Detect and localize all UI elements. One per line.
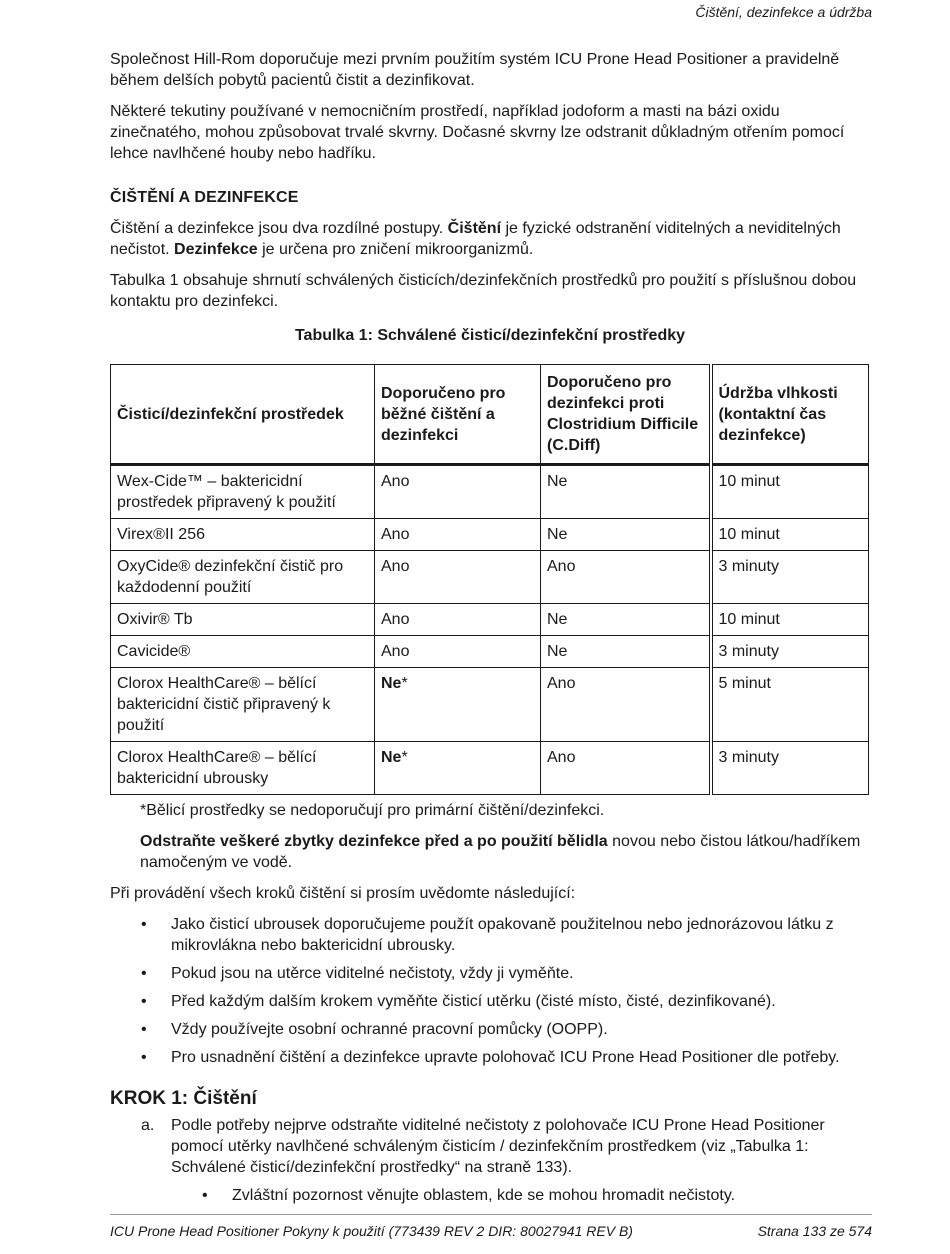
- steps-intro: Při provádění všech kroků čištění si prosím uvědomte následující:: [110, 885, 576, 902]
- disinfectant-table: [110, 364, 869, 795]
- list-item: [110, 914, 870, 956]
- bullet-glyph: •: [141, 1021, 147, 1038]
- cell-contact-time: 3 minuty: [711, 551, 869, 604]
- table-row: [111, 551, 869, 604]
- definition-text-3: je určena pro zničení mikroorganizmů.: [257, 241, 534, 258]
- step-1-heading: KROK 1: Čištění: [110, 1088, 257, 1109]
- footer-document-id: ICU Prone Head Positioner Pokyny k použití (773439 REV 2 DIR: 80027941 REV B): [110, 1223, 633, 1239]
- cell-product: Wex-Cide™ – baktericidní prostředek připravený k použití: [111, 465, 375, 519]
- bullet-glyph: •: [141, 993, 147, 1010]
- cell-routine: [375, 668, 541, 742]
- footnote-mark: *: [401, 675, 408, 692]
- intro-paragraph-2: Některé tekutiny používané v nemocničním prostředí, například jodoform a masti na bázi oxidu zinečnatého, mohou způsobovat trvalé skvrny. Dočasné skvrny lze odstranit důkladným otřením pomocí lehce navlhčené houby nebo hadříku.: [110, 103, 845, 162]
- routine-value: Ne: [381, 675, 402, 692]
- footer-page-number: Strana 133 ze 574: [757, 1223, 872, 1239]
- bullet-glyph: •: [141, 1049, 147, 1066]
- cell-cdiff: Ano: [541, 742, 711, 795]
- table-row: [111, 668, 869, 742]
- intro-paragraph-1: Společnost Hill-Rom doporučuje mezi prvním použitím systém ICU Prone Head Positioner a pravidelně během delších pobytů pacientů čistit a dezinfikovat.: [110, 51, 840, 89]
- cell-contact-time: 10 minut: [711, 519, 869, 551]
- term-cleaning: Čištění: [447, 220, 502, 237]
- cell-cdiff: Ne: [541, 465, 711, 519]
- table-header-row: [111, 365, 869, 465]
- section-heading: ČIŠTĚNÍ A DEZINFEKCE: [110, 189, 299, 206]
- table-intro-paragraph: Tabulka 1 obsahuje shrnutí schválených čisticích/dezinfekčních prostředků pro použití s příslušnou dobou kontaktu pro dezinfekci.: [110, 272, 857, 310]
- header-contact-time: Údržba vlhkosti (kontaktní čas dezinfekce): [711, 365, 869, 465]
- routine-value: Ne: [381, 749, 402, 766]
- definition-text-1: Čištění a dezinfekce jsou dva rozdílné postupy.: [110, 220, 448, 237]
- bleach-warning-rest: novou nebo čistou látkou/hadříkem namočeným ve vodě.: [140, 833, 861, 871]
- cell-product: Clorox HealthCare® – bělící baktericidní čistič připravený k použití: [111, 668, 375, 742]
- list-item: [110, 991, 870, 1012]
- cell-routine: Ano: [375, 519, 541, 551]
- cell-cdiff: Ano: [541, 668, 711, 742]
- item-letter: a.: [141, 1117, 155, 1134]
- cell-product: Virex®II 256: [111, 519, 375, 551]
- table-footnote: *Bělicí prostředky se nedoporučují pro primární čištění/dezinfekci.: [140, 802, 605, 819]
- header-routine: Doporučeno pro běžné čištění a dezinfekci: [375, 365, 541, 465]
- definition-paragraph: [110, 218, 870, 260]
- bleach-warning-bold: Odstraňte veškeré zbytky dezinfekce před a po použití bělidla: [140, 833, 608, 850]
- list-item: [110, 1019, 870, 1040]
- cell-routine: Ano: [375, 604, 541, 636]
- footnote-mark: *: [401, 749, 408, 766]
- running-header: Čištění, dezinfekce a údržba: [695, 4, 872, 20]
- bullet-list: [110, 914, 870, 1068]
- cell-routine: Ano: [375, 636, 541, 668]
- bullet-glyph: •: [141, 916, 147, 933]
- cell-cdiff: Ne: [541, 519, 711, 551]
- sub-item-text: Zvláštní pozornost věnujte oblastem, kde se mohou hromadit nečistoty.: [232, 1187, 736, 1204]
- cell-cdiff: Ano: [541, 551, 711, 604]
- footer-rule: [110, 1214, 872, 1215]
- table-row: [111, 465, 869, 519]
- cell-contact-time: 10 minut: [711, 604, 869, 636]
- definition-text-2: je fyzické odstranění viditelných a neviditelných nečistot.: [110, 220, 841, 258]
- table-row: [111, 519, 869, 551]
- cell-routine: Ano: [375, 551, 541, 604]
- cell-contact-time: 3 minuty: [711, 636, 869, 668]
- list-item: [110, 963, 870, 984]
- cell-contact-time: 3 minuty: [711, 742, 869, 795]
- step-1-sub-item: [110, 1185, 870, 1206]
- cell-contact-time: 10 minut: [711, 465, 869, 519]
- header-product: Čisticí/dezinfekční prostředek: [111, 365, 375, 465]
- step-1-item-a: [110, 1115, 870, 1178]
- page-content: [110, 49, 870, 1206]
- table-row: [111, 636, 869, 668]
- cell-product: OxyCide® dezinfekční čistič pro každodenní použití: [111, 551, 375, 604]
- cell-product: Cavicide®: [111, 636, 375, 668]
- table-row: [111, 742, 869, 795]
- term-disinfection: Dezinfekce: [174, 241, 258, 258]
- cell-routine: Ano: [375, 465, 541, 519]
- bullet-text: Vždy používejte osobní ochranné pracovní pomůcky (OOPP).: [171, 1021, 608, 1038]
- table-row: [111, 604, 869, 636]
- cell-routine: [375, 742, 541, 795]
- cell-contact-time: 5 minut: [711, 668, 869, 742]
- bullet-glyph: •: [202, 1187, 208, 1204]
- cell-product: Clorox HealthCare® – bělící baktericidní ubrousky: [111, 742, 375, 795]
- table-caption: Tabulka 1: Schválené čisticí/dezinfekční prostředky: [294, 327, 686, 344]
- list-item: [110, 1047, 870, 1068]
- cell-cdiff: Ne: [541, 636, 711, 668]
- item-text: Podle potřeby nejprve odstraňte viditelné nečistoty z polohovače ICU Prone Head Positioner pomocí utěrky navlhčené schváleným čisticím / dezinfekčním prostředkem (viz „Tabulka 1: Schválené čisticí/dezinfekční prostředky“ na straně 133).: [171, 1117, 825, 1176]
- bullet-text: Pokud jsou na utěrce viditelné nečistoty, vždy ji vyměňte.: [171, 965, 574, 982]
- bleach-warning: [140, 831, 870, 873]
- bullet-text: Před každým dalším krokem vyměňte čisticí utěrku (čisté místo, čisté, dezinfikované).: [171, 993, 776, 1010]
- cell-product: Oxivir® Tb: [111, 604, 375, 636]
- bullet-text: Jako čisticí ubrousek doporučujeme použít opakovaně použitelnou nebo jednorázovou látku z mikrovlákna nebo baktericidní ubrousky.: [171, 916, 834, 954]
- bullet-text: Pro usnadnění čištění a dezinfekce upravte polohovač ICU Prone Head Positioner dle potřeby.: [171, 1049, 840, 1066]
- header-cdiff: Doporučeno pro dezinfekci proti Clostridium Difficile (C.Diff): [541, 365, 711, 465]
- cell-cdiff: Ne: [541, 604, 711, 636]
- bullet-glyph: •: [141, 965, 147, 982]
